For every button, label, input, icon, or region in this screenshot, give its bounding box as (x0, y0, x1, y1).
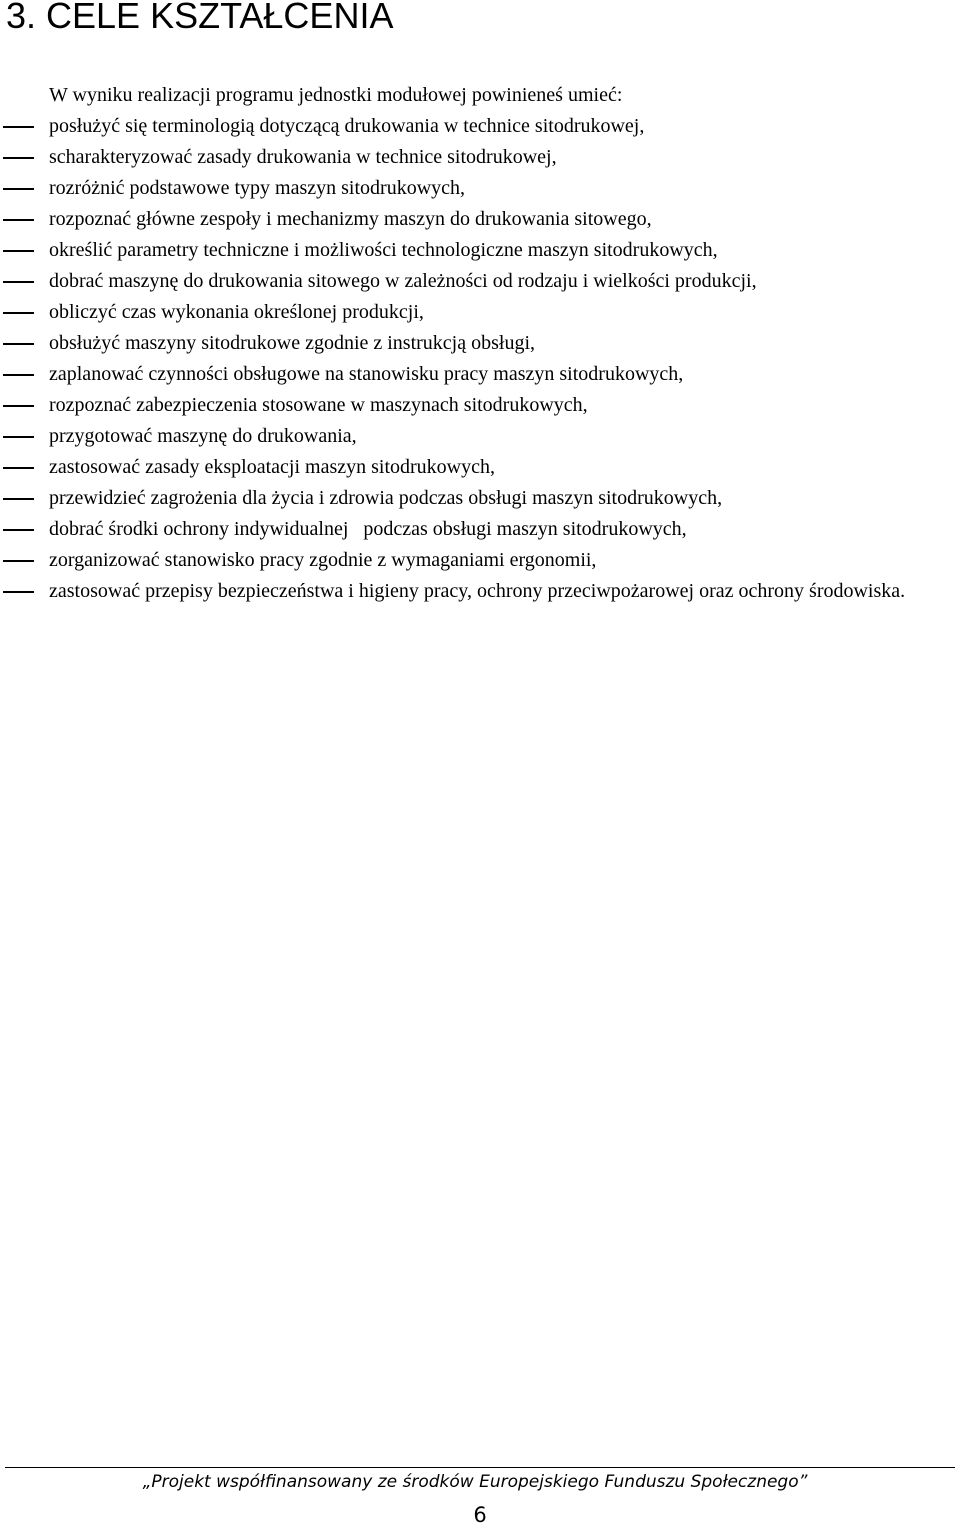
list-item-text: zaplanować czynności obsługowe na stanowisku pracy maszyn sitodrukowych, (49, 363, 684, 385)
list-item-text: dobrać maszynę do drukowania sitowego w zależności od rodzaju i wielkości produkcji, (49, 270, 757, 292)
list-item-text: przewidzieć zagrożenia dla życia i zdrowia podczas obsługi maszyn sitodrukowych, (49, 487, 723, 509)
section-heading: 3. CELE KSZTAŁCENIA (6, 0, 394, 36)
list-item-text: rozróżnić podstawowe typy maszyn sitodrukowych, (49, 177, 466, 199)
list-item-text: rozpoznać zabezpieczenia stosowane w maszynach sitodrukowych, (49, 394, 588, 416)
list-item (0, 545, 960, 576)
list-item (0, 421, 960, 452)
list-item (0, 576, 960, 607)
dash-bullet-icon (3, 343, 34, 345)
list-item (0, 514, 960, 545)
dash-bullet-icon (3, 219, 34, 221)
list-item-text: rozpoznać główne zespoły i mechanizmy maszyn do drukowania sitowego, (49, 208, 652, 230)
list-item (0, 173, 960, 204)
dash-bullet-icon (3, 157, 34, 159)
list-item (0, 235, 960, 266)
page-number: 6 (473, 1503, 487, 1527)
list-item-text: zastosować przepisy bezpieczeństwa i higieny pracy, ochrony przeciwpożarowej oraz ochrony środowiska. (49, 580, 906, 602)
list-item (0, 297, 960, 328)
footer-project-note: „Projekt współfinansowany ze środków Europejskiego Funduszu Społecznego” (142, 1472, 808, 1492)
dash-bullet-icon (3, 250, 34, 252)
dash-bullet-icon (3, 126, 34, 128)
dash-bullet-icon (3, 374, 34, 376)
dash-bullet-icon (3, 312, 34, 314)
list-item-text: scharakteryzować zasady drukowania w technice sitodrukowej, (49, 146, 557, 168)
list-item (0, 390, 960, 421)
list-item-text: określić parametry techniczne i możliwości technologiczne maszyn sitodrukowych, (49, 239, 718, 261)
list-item-text: zastosować zasady eksploatacji maszyn sitodrukowych, (49, 456, 495, 478)
intro-text: W wyniku realizacji programu jednostki modułowej powinieneś umieć: (49, 84, 623, 106)
objectives-list (0, 111, 960, 607)
section-body (0, 80, 960, 607)
list-item (0, 204, 960, 235)
dash-bullet-icon (3, 591, 34, 593)
dash-bullet-icon (3, 405, 34, 407)
list-item (0, 328, 960, 359)
list-item-text: przygotować maszynę do drukowania, (49, 425, 357, 447)
dash-bullet-icon (3, 560, 34, 562)
dash-bullet-icon (3, 188, 34, 190)
footer-divider (5, 1467, 955, 1468)
dash-bullet-icon (3, 436, 34, 438)
list-item-text: posłużyć się terminologią dotyczącą drukowania w technice sitodrukowej, (49, 115, 645, 137)
list-item-text: obsłużyć maszyny sitodrukowe zgodnie z instrukcją obsługi, (49, 332, 536, 354)
list-item (0, 359, 960, 390)
dash-bullet-icon (3, 467, 34, 469)
list-item-text: obliczyć czas wykonania określonej produkcji, (49, 301, 424, 323)
dash-bullet-icon (3, 281, 34, 283)
dash-bullet-icon (3, 498, 34, 500)
list-item-text: zorganizować stanowisko pracy zgodnie z wymaganiami ergonomii, (49, 549, 597, 571)
list-item (0, 111, 960, 142)
list-item (0, 452, 960, 483)
list-item (0, 142, 960, 173)
list-item-text: dobrać środki ochrony indywidualnej podczas obsługi maszyn sitodrukowych, (49, 518, 687, 540)
dash-bullet-icon (3, 529, 34, 531)
list-item (0, 266, 960, 297)
list-item (0, 483, 960, 514)
